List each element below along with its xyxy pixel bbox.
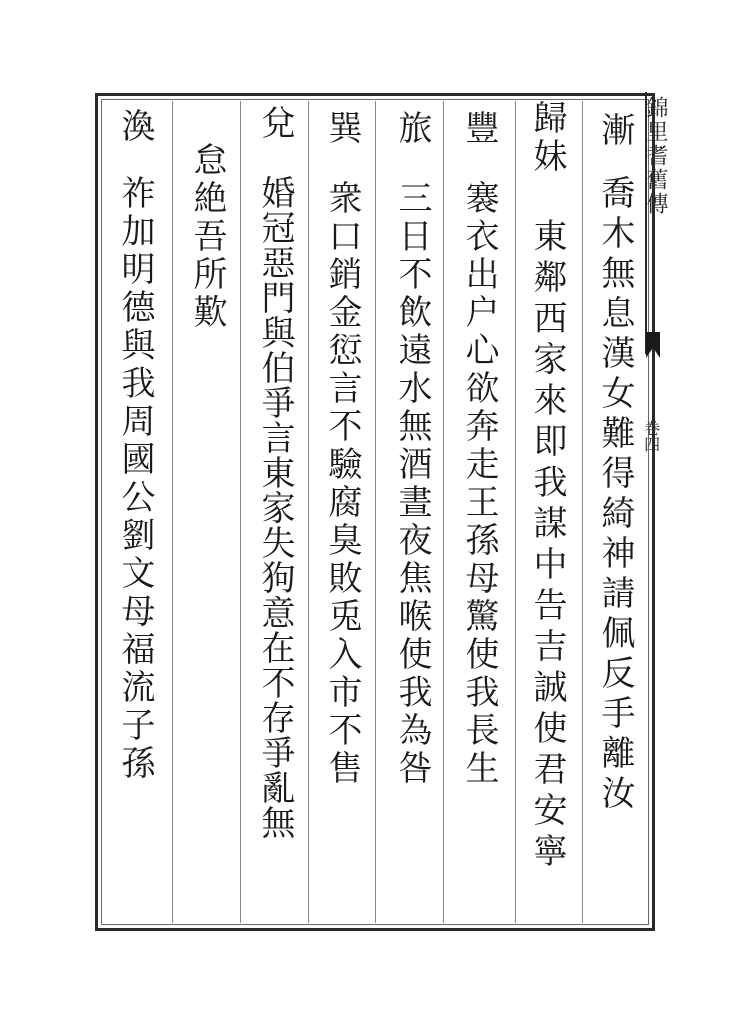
column-divider — [375, 101, 376, 923]
column-5-heading: 巽 — [322, 110, 362, 148]
column-4-text: 三日不飲遠水無酒晝夜焦喉使我為咎 — [392, 180, 432, 788]
column-divider — [515, 101, 516, 923]
column-6-heading: 兌 — [255, 105, 295, 143]
column-1-heading: 漸 — [595, 112, 635, 150]
gutter-title: 錦里耆舊傳 — [643, 96, 668, 216]
column-8-text: 祚加明德與我周國公劉文母福流子孫 — [115, 175, 155, 783]
gutter-volume: 卷四 — [641, 420, 661, 452]
column-divider — [443, 101, 444, 923]
column-divider — [240, 101, 241, 923]
column-6-text: 婚冠惡門與伯爭言東家失狗意在不存爭亂無 — [255, 175, 295, 840]
column-5-text: 衆口銷金愆言不驗腐臭敗兎入市不售 — [322, 180, 362, 788]
column-2-text: 東鄰西家來即我謀中告吉誠使君安寧 — [527, 218, 567, 874]
column-divider — [172, 101, 173, 923]
column-2-heading: 歸妹 — [527, 100, 567, 176]
column-7-text: 怠絶吾所歎 — [187, 142, 227, 332]
column-3-text: 褰衣出户心欲奔走王孫母驚使我長生 — [459, 180, 499, 788]
column-divider — [582, 101, 583, 923]
column-4-heading: 旅 — [392, 110, 432, 148]
column-8-heading: 渙 — [115, 108, 155, 146]
column-3-heading: 豐 — [459, 110, 499, 148]
column-divider — [308, 101, 309, 923]
column-1-text: 喬木無息漢女難得綺神請佩反手離汝 — [595, 175, 635, 815]
